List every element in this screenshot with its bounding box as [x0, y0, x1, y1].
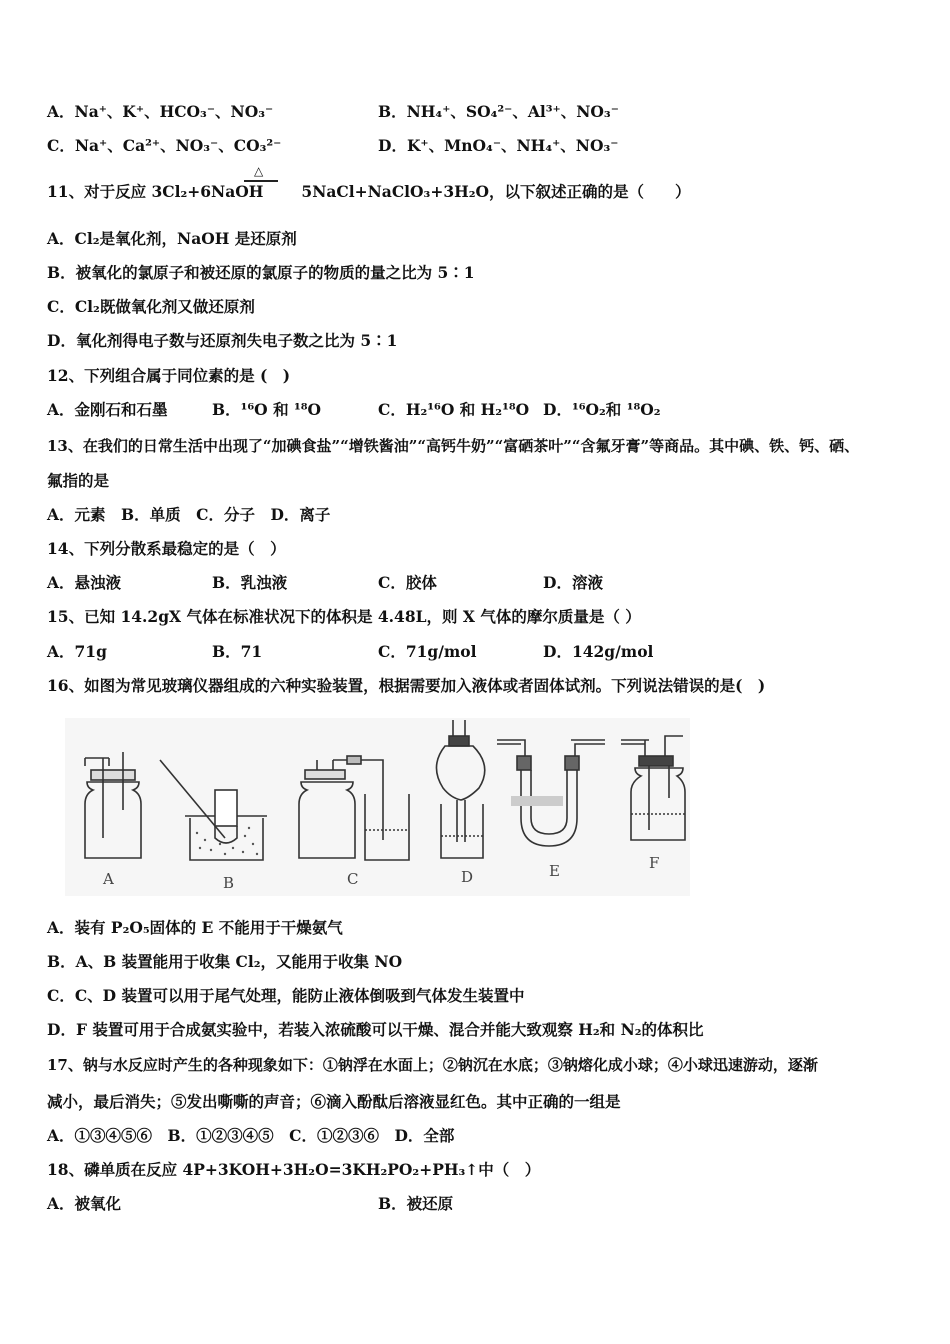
apparatus-a-drawing — [85, 752, 141, 858]
q11-option-a: A．Cl₂是氧化剂，NaOH 是还原剂 — [47, 229, 297, 248]
apparatus-f-drawing — [621, 736, 685, 840]
apparatus-figure — [65, 718, 690, 896]
figure-label-e: E — [549, 862, 560, 880]
reaction-arrow — [244, 180, 278, 182]
q12-option-c: C．H₂¹⁶O 和 H₂¹⁸O — [378, 400, 530, 419]
q16-option-b: B．A、B 装置能用于收集 Cl₂，又能用于收集 NO — [47, 952, 403, 971]
apparatus-b-drawing — [160, 760, 267, 860]
q13-stem-line2: 氟指的是 — [47, 471, 110, 490]
q18-option-b: B．被还原 — [378, 1194, 454, 1213]
apparatus-c-drawing — [299, 756, 409, 860]
q12-option-b: B．¹⁶O 和 ¹⁸O — [212, 400, 322, 419]
q15-option-a: A．71g — [47, 642, 107, 661]
q18-option-a: A．被氧化 — [47, 1194, 122, 1213]
q16-stem: 16、如图为常见玻璃仪器组成的六种实验装置，根据需要加入液体或者固体试剂。下列说法错误的是( ) — [47, 676, 766, 695]
q17-stem-line1: 17、钠与水反应时产生的各种现象如下：①钠浮在水面上；②钠沉在水底；③钠熔化成小球；④小球迅速游动，逐渐 — [47, 1056, 818, 1074]
q10-option-a: A．Na⁺、K⁺、HCO₃⁻、NO₃⁻ — [47, 102, 274, 121]
q14-option-d: D．溶液 — [543, 573, 603, 592]
q15-stem: 15、已知 14.2gX 气体在标准状况下的体积是 4.48L，则 X 气体的摩尔质量是（ ） — [47, 607, 641, 626]
q17-stem-line2: 减小，最后消失；⑤发出嘶嘶的声音；⑥滴入酚酞后溶液显红色。其中正确的一组是 — [47, 1092, 621, 1111]
q12-option-a: A．金刚石和石墨 — [47, 400, 168, 419]
q15-option-b: B．71 — [212, 642, 263, 661]
figure-label-a: A — [103, 870, 114, 888]
q16-option-a: A．装有 P₂O₅固体的 E 不能用于干燥氨气 — [47, 918, 343, 937]
figure-label-f: F — [649, 854, 660, 872]
q16-option-d: D．F 装置可用于合成氨实验中，若装入浓硫酸可以干燥、混合并能大致观察 H₂和 N₂的体积比 — [47, 1020, 704, 1039]
q14-option-b: B．乳浊液 — [212, 573, 288, 592]
q17-options: A．①③④⑤⑥ B．①②③④⑤ C．①②③⑥ D．全部 — [47, 1126, 455, 1145]
q12-stem: 12、下列组合属于同位素的是 ( ) — [47, 366, 291, 385]
figure-label-d: D — [461, 868, 474, 886]
q18-stem: 18、磷单质在反应 4P+3KOH+3H₂O=3KH₂PO₂+PH₃↑中（ ） — [47, 1160, 541, 1179]
q16-option-c: C．C、D 装置可以用于尾气处理，能防止液体倒吸到气体发生装置中 — [47, 986, 525, 1005]
q11-option-d: D．氧化剂得电子数与还原剂失电子数之比为 5∶1 — [47, 331, 398, 350]
q14-option-a: A．悬浊液 — [47, 573, 122, 592]
figure-label-b: B — [223, 874, 235, 892]
q12-option-d: D．¹⁶O₂和 ¹⁸O₂ — [543, 400, 661, 419]
q11-option-c: C．Cl₂既做氧化剂又做还原剂 — [47, 297, 255, 316]
apparatus-e-drawing — [497, 740, 605, 846]
heat-condition-symbol: △ — [254, 164, 264, 178]
q14-option-c: C．胶体 — [378, 573, 437, 592]
q13-stem-line1: 13、在我们的日常生活中出现了“加碘食盐”“增铁酱油”“高钙牛奶”“富硒茶叶”“含氟牙膏”等商品。其中碘、铁、钙、硒、 — [47, 437, 860, 455]
figure-label-c: C — [347, 870, 359, 888]
q14-stem: 14、下列分散系最稳定的是（ ） — [47, 539, 286, 558]
q10-option-d: D．K⁺、MnO₄⁻、NH₄⁺、NO₃⁻ — [378, 136, 619, 155]
q10-option-b: B．NH₄⁺、SO₄²⁻、Al³⁺、NO₃⁻ — [378, 102, 619, 121]
q11-stem: 11、对于反应 3Cl₂+6NaOH 5NaCl+NaClO₃+3H₂O，以下叙述正确的是（ ） — [47, 182, 691, 201]
q13-options: A．元素 B．单质 C．分子 D．离子 — [47, 505, 331, 524]
q11-option-b: B．被氧化的氯原子和被还原的氯原子的物质的量之比为 5∶1 — [47, 263, 475, 282]
q15-option-d: D．142g/mol — [543, 642, 654, 661]
apparatus-d-drawing — [436, 720, 484, 858]
q15-option-c: C．71g/mol — [378, 642, 477, 661]
q10-option-c: C．Na⁺、Ca²⁺、NO₃⁻、CO₃²⁻ — [47, 136, 282, 155]
